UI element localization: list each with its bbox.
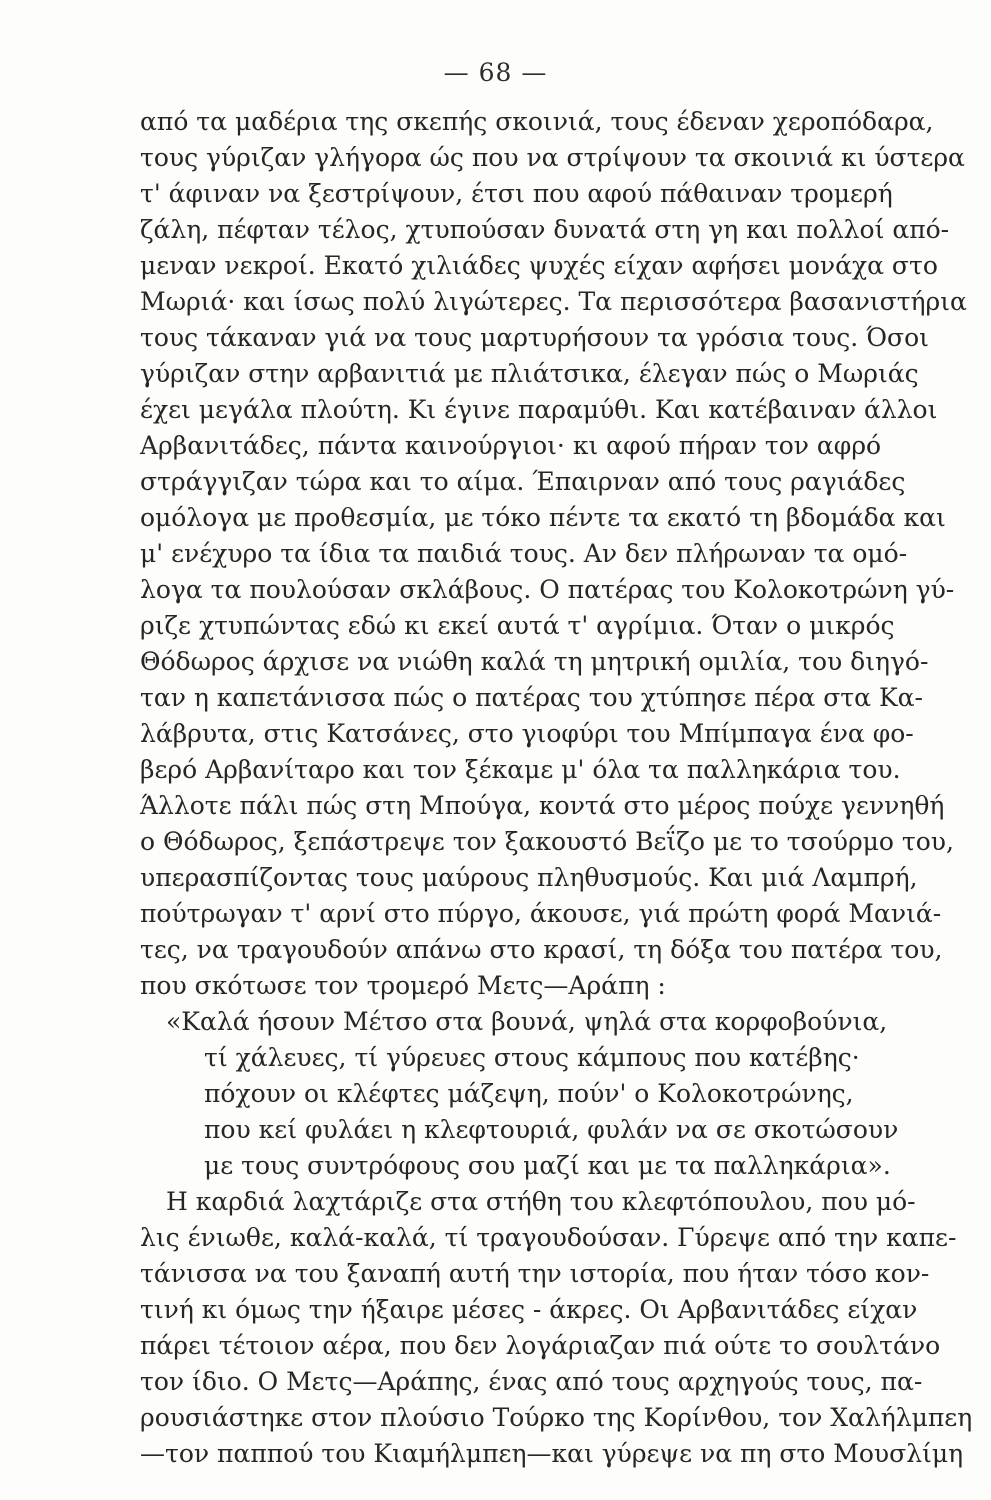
text-line: ομόλογα με προθεσμία, με τόκο πέντε τα εκατό τη βδομάδα και <box>140 503 946 532</box>
verse-line: πόχουν οι κλέφτες μάζεψη, πούν' ο Κολοκοτρώνης, <box>204 1079 854 1108</box>
text-line: Η καρδιά λαχτάριζε στα στήθη του κλεφτόπουλου, που μό- <box>166 1187 916 1216</box>
text-line: ριζε χτυπώντας εδώ κι εκεί αυτά τ' αγρίμια. Όταν ο μικρός <box>140 611 895 640</box>
verse-line: με τους συντρόφους σου μαζί και με τα παλληκάρια». <box>204 1151 891 1180</box>
text-line: —τον παππού του Κιαμήλμπεη—και γύρεψε να πη στο Μουσλίμη <box>140 1439 964 1468</box>
text-line: από τα μαδέρια της σκεπής σκοινιά, τους έδεναν χεροπόδαρα, <box>140 107 934 136</box>
paragraph-2 <box>140 1184 973 1472</box>
text-line: Άλλοτε πάλι πώς στη Μπούγα, κοντά στο μέρος πούχε γεννηθή <box>140 791 945 820</box>
text-line: τον ίδιο. Ο Μετς—Αράπης, ένας από τους αρχηγούς τους, πα- <box>140 1367 923 1396</box>
paragraph-1 <box>140 104 967 1004</box>
text-line: πάρει τέτοιον αέρα, που δεν λογάριαζαν πιά ούτε το σουλτάνο <box>140 1331 941 1360</box>
text-line: τ' άφιναν να ξεστρίψουν, έτσι που αφού πάθαιναν τρομερή <box>140 179 893 208</box>
verse-line: «Καλά ήσουν Μέτσο στα βουνά, ψηλά στα κορφοβούνια, <box>166 1007 888 1036</box>
text-line: βερό Αρβανίταρο και τον ξέκαμε μ' όλα τα παλληκάρια του. <box>140 755 901 784</box>
text-line: τους τάκαναν γιά να τους μαρτυρήσουν τα γρόσια τους. Όσοι <box>140 323 929 352</box>
text-line: στράγγιζαν τώρα και το αίμα. Έπαιρναν από τους ραγιάδες <box>140 467 906 496</box>
text-line: γύριζαν στην αρβανιτιά με πλιάτσικα, έλεγαν πώς ο Μωριάς <box>140 359 919 388</box>
text-line: λογα τα πουλούσαν σκλάβους. Ο πατέρας του Κολοκοτρώνη γύ- <box>140 575 955 604</box>
page-number: — 68 — <box>443 58 548 87</box>
text-line: Θόδωρος άρχισε να νιώθη καλά τη μητρική ομιλία, του διηγό- <box>140 647 929 676</box>
folk-song-verse <box>140 1004 899 1184</box>
text-line: λάβρυτα, στις Κατσάνες, στο γιοφύρι του Μπίμπαγα ένα φο- <box>140 719 914 748</box>
text-line: λις ένιωθε, καλά-καλά, τί τραγουδούσαν. Γύρεψε από την καπε- <box>140 1223 957 1252</box>
text-line: υπερασπίζοντας τους μαύρους πληθυσμούς. Και μιά Λαμπρή, <box>140 863 918 892</box>
verse-line: τί χάλευες, τί γύρευες στους κάμπους που κατέβης· <box>204 1043 860 1072</box>
text-line: μεναν νεκροί. Εκατό χιλιάδες ψυχές είχαν αφήσει μονάχα στο <box>140 251 938 280</box>
verse-line: που κεί φυλάει η κλεφτουριά, φυλάν να σε σκοτώσουν <box>204 1115 899 1144</box>
text-line: ταν η καπετάνισσα πώς ο πατέρας του χτύπησε πέρα στα Κα- <box>140 683 923 712</box>
text-line: Μωριά· και ίσως πολύ λιγώτερες. Τα περισσότερα βασανιστήρια <box>140 287 967 316</box>
text-line: μ' ενέχυρο τα ίδια τα παιδιά τους. Αν δεν πλήρωναν τα ομό- <box>140 539 908 568</box>
body-text <box>140 104 973 1472</box>
text-line: έχει μεγάλα πλούτη. Κι έγινε παραμύθι. Και κατέβαιναν άλλοι <box>140 395 938 424</box>
text-line: πούτρωγαν τ' αρνί στο πύργο, άκουσε, γιά πρώτη φορά Μανιά- <box>140 899 942 928</box>
text-line: τινή κι όμως την ήξαιρε μέσες - άκρες. Οι Αρβανιτάδες είχαν <box>140 1295 918 1324</box>
text-line: τες, να τραγουδούν απάνω στο κρασί, τη δόξα του πατέρα του, <box>140 935 943 964</box>
text-line: ο Θόδωρος, ξεπάστρεψε τον ξακουστό Βεΐζο με το τσούρμο του, <box>140 827 954 856</box>
text-line: ζάλη, πέφταν τέλος, χτυπούσαν δυνατά στη γη και πολλοί από- <box>140 215 950 244</box>
text-line: Αρβανιτάδες, πάντα καινούργιοι· κι αφού πήραν τον αφρό <box>140 431 882 460</box>
text-line: τάνισσα να του ξαναπή αυτή την ιστορία, που ήταν τόσο κον- <box>140 1259 930 1288</box>
text-line: τους γύριζαν γλήγορα ώς που να στρίψουν τα σκοινιά κι ύστερα <box>140 143 965 172</box>
text-line: ρουσιάστηκε στον πλούσιο Τούρκο της Κορίνθου, τον Χαλήλμπεη <box>140 1403 973 1432</box>
text-line: που σκότωσε τον τρομερό Μετς—Αράπη : <box>140 971 666 1000</box>
